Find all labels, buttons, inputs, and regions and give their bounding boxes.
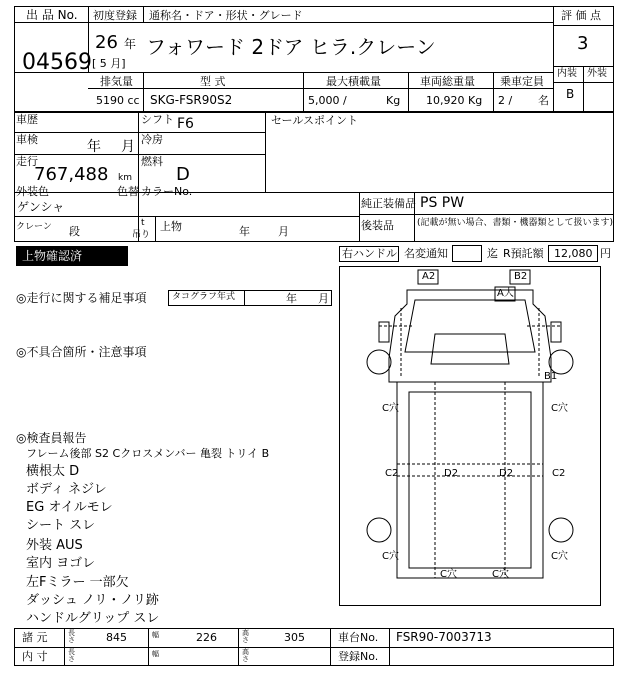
type-value: SKG-FSR90S2 (150, 93, 233, 107)
lot-number: 04569 (22, 50, 92, 75)
color-label: 外装色 (16, 185, 49, 198)
crane-stage: 段 (69, 225, 80, 238)
recycle-amount: 12,080 (554, 247, 593, 260)
rating-value: 3 (577, 33, 589, 54)
aftermarket-label: 後装品 (361, 219, 394, 232)
shift-label: シフト (141, 113, 174, 126)
driving-notes-label: ◎走行に関する補足事項 (16, 291, 147, 305)
gross-weight-value: 10,920 Kg (426, 94, 483, 107)
inspector-report-line: フレーム後部 S2 Cクロスメンバー 亀裂 トリイ B (26, 447, 270, 460)
crane-ton: t (141, 218, 145, 228)
inspection-label: 車検 (16, 133, 38, 146)
gross-weight-label: 車両総重量 (420, 75, 475, 88)
inspector-report-label: ◎検査員報告 (16, 431, 87, 445)
max-load-label: 最大積載量 (326, 75, 381, 88)
capacity-value: 2 / (498, 94, 513, 107)
damage-c-hole-bottom-right-side: C穴 (551, 551, 568, 562)
confirmed-badge: 上物確認済 (16, 246, 128, 266)
interior-grade: B (566, 87, 575, 101)
damage-c-hole-left: C穴 (382, 403, 399, 414)
year-unit: 年 (124, 37, 137, 51)
height-value: 305 (284, 631, 305, 644)
inspector-report-line: ボディ ネジレ (26, 482, 107, 497)
displacement-value: 5190 cc (96, 94, 140, 107)
inner-length-label: 長さ (68, 648, 75, 663)
rating-label: 評 価 点 (561, 9, 601, 22)
color-change-label: 色替 (117, 185, 139, 198)
tachograph-year: 年 (286, 292, 297, 305)
inner-dimensions-label: 内 寸 (22, 650, 48, 663)
damage-c2-left: C2 (385, 468, 399, 479)
name-change-box (452, 245, 482, 262)
upper-label: 上物 (160, 220, 182, 233)
damage-a2: A2 (422, 271, 436, 282)
dimensions-label: 諸 元 (22, 631, 48, 644)
standard-equipment-label: 純正装備品 (361, 197, 416, 210)
vehicle-name-label: 通称名・ドア・形状・グレード (149, 9, 303, 22)
damage-c-hole-bottom-left-side: C穴 (382, 551, 399, 562)
width-label: 幅 (152, 631, 159, 639)
chassis-value: FSR90-7003713 (396, 630, 492, 644)
color-value: ゲンシャ (17, 200, 65, 214)
first-registration-label: 初度登録 (93, 9, 137, 22)
crane-label: クレーン (16, 222, 52, 232)
exterior-label: 外装 (587, 68, 607, 79)
inspector-report-line: ダッシュ ノリ・ノリ跡 (26, 593, 159, 608)
capacity-unit: 名 (538, 94, 549, 107)
inspector-report-line: EG オイルモレ (26, 500, 113, 515)
sales-point-label: セールスポイント (271, 114, 359, 127)
inner-height-label: 高さ (242, 648, 249, 663)
interior-label: 内装 (557, 68, 577, 79)
defect-notes-label: ◎不具合箇所・注意事項 (16, 345, 147, 359)
shift-value: F6 (177, 116, 194, 132)
registration-number-label: 登録No. (338, 650, 379, 663)
damage-b2: B2 (514, 271, 528, 282)
damage-c-hole-bottom-left: C穴 (440, 569, 457, 580)
color-code-label: カラーNo. (141, 185, 193, 198)
tachograph-label: タコグラフ年式 (172, 292, 236, 302)
aircon-label: 冷房 (141, 133, 163, 146)
length-value: 845 (106, 631, 127, 644)
crane-hook: 吊り (132, 230, 151, 240)
registration-year: 26 (95, 32, 118, 53)
damage-b1: B1 (544, 371, 558, 382)
tachograph-month: 月 (318, 292, 329, 305)
fuel-label: 燃料 (141, 155, 163, 168)
upper-year: 年 (239, 225, 250, 238)
inspector-report-line: 横根太 D (26, 464, 80, 479)
inspector-report-line: 左Fミラー 一部欠 (26, 575, 129, 590)
right-handle-label: 右ハンドル (342, 247, 397, 260)
damage-c-hole-right: C穴 (551, 403, 568, 414)
mileage-label: 走行 (16, 155, 38, 168)
standard-equipment-value: PS PW (420, 195, 465, 211)
inner-width-label: 幅 (152, 650, 159, 658)
name-change-label: 名変通知 (404, 247, 448, 260)
mileage-type: 迄 (487, 247, 498, 260)
inspector-report-line: 室内 ヨゴレ (26, 556, 96, 571)
history-label: 車歴 (16, 113, 38, 126)
length-label: 長さ (68, 629, 75, 644)
model-name: フォワード 2ドア ヒラ.クレーン (146, 35, 436, 59)
damage-c2-right: C2 (552, 468, 566, 479)
height-label: 高さ (242, 629, 249, 644)
registration-month: [ 5 月] (92, 57, 126, 70)
max-load-value: 5,000 / (308, 94, 347, 107)
mileage-value: 767,488 (34, 164, 109, 185)
inspector-report-line: シート スレ (26, 518, 96, 533)
damage-a-large: A大 (497, 288, 514, 299)
inspection-year: 年 (87, 139, 101, 155)
recycle-unit: 円 (600, 247, 611, 260)
damage-c-hole-bottom-right: C穴 (492, 569, 509, 580)
width-value: 226 (196, 631, 217, 644)
recycle-label: R預託額 (503, 247, 544, 260)
aftermarket-note: (記載が無い場合、書類・機器類として扱います) (417, 218, 614, 228)
lot-label: 出 品 No. (26, 8, 78, 22)
mileage-unit: km (118, 173, 132, 183)
fuel-value: D (176, 164, 190, 185)
damage-d2-left: D2 (444, 468, 459, 479)
inspection-month: 月 (121, 139, 135, 155)
inspector-report-line: 外装 AUS (26, 538, 83, 553)
upper-month: 月 (278, 225, 289, 238)
chassis-label: 車台No. (338, 631, 379, 644)
displacement-label: 排気量 (100, 75, 133, 88)
max-load-unit: Kg (386, 94, 401, 107)
capacity-label: 乗車定員 (500, 75, 544, 88)
type-label: 型 式 (200, 75, 226, 88)
inspector-report-line: ハンドルグリップ スレ (26, 611, 160, 626)
damage-d2-right: D2 (499, 468, 514, 479)
